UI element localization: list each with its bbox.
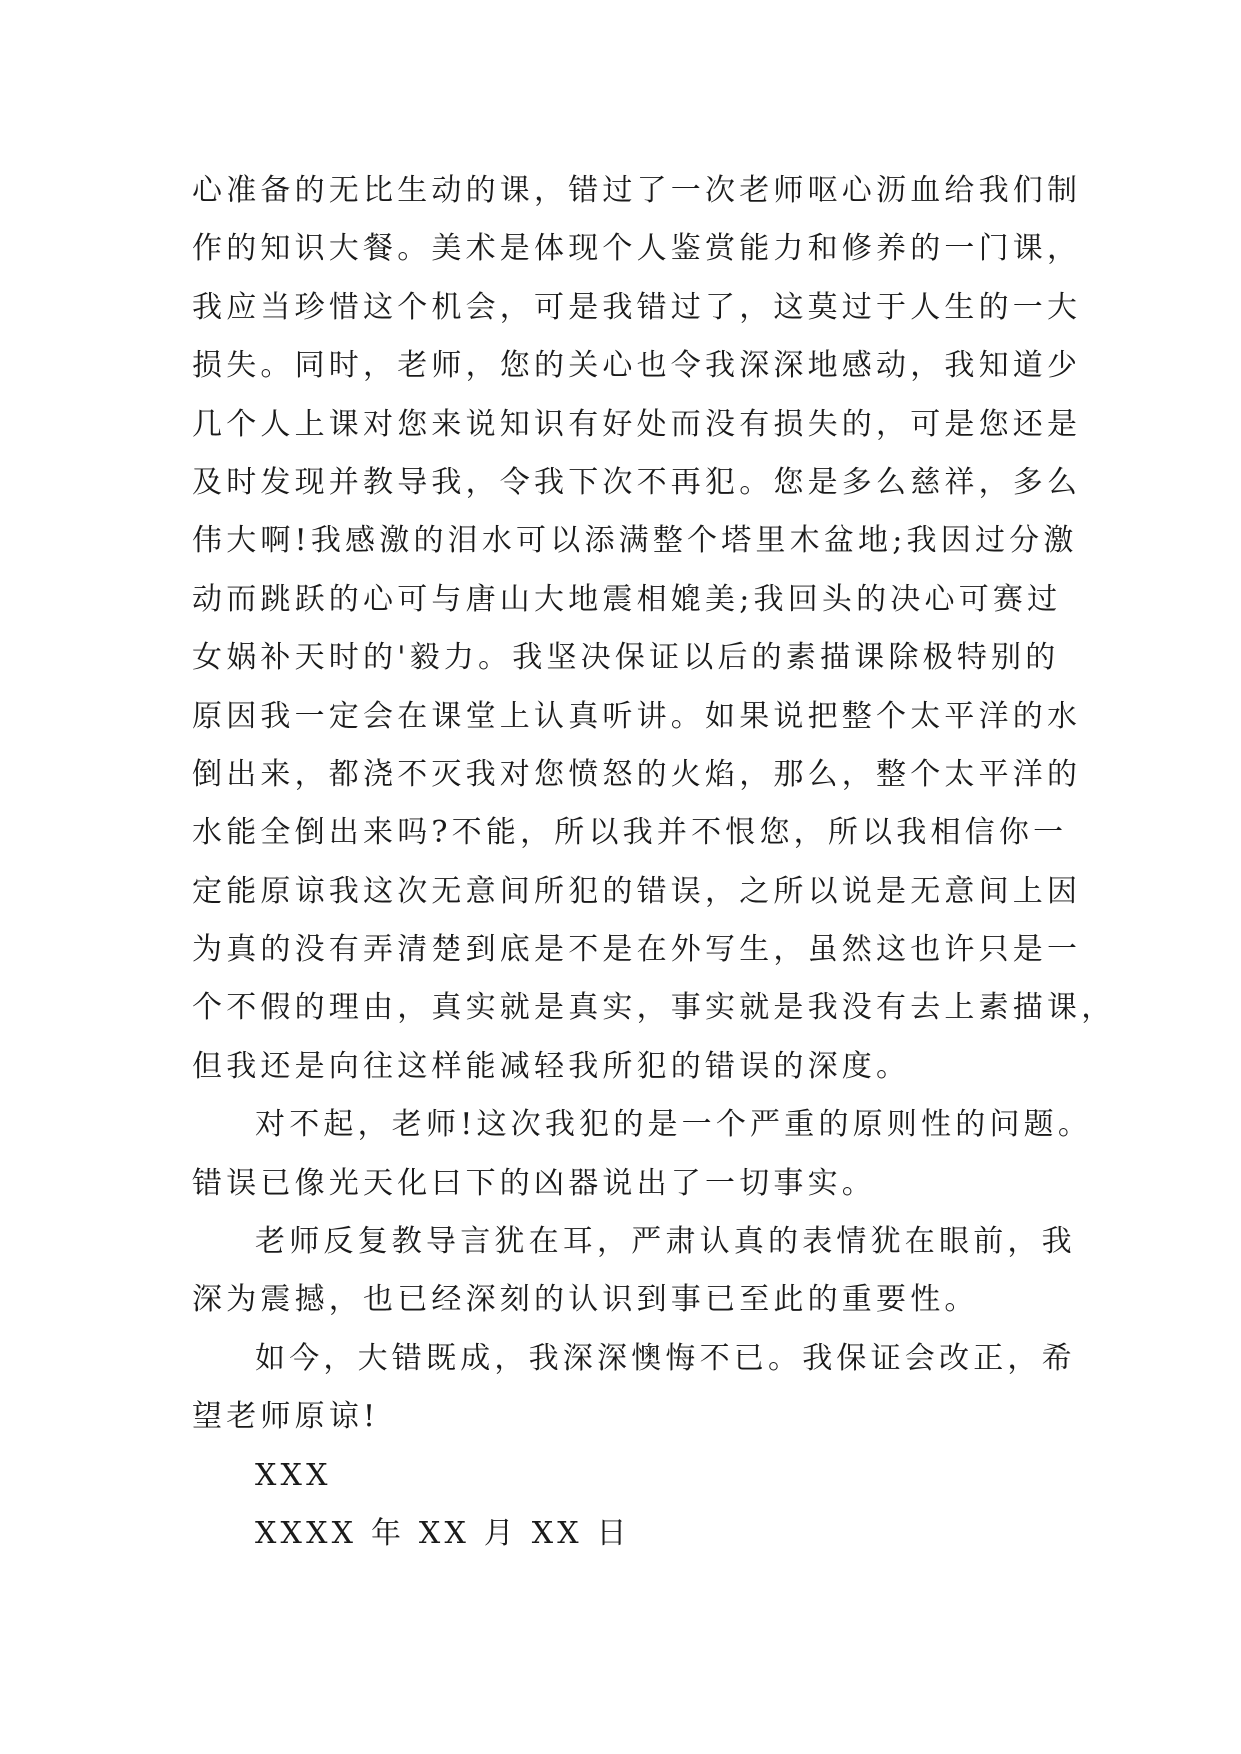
text-line: 作的知识大餐。美术是体现个人鉴赏能力和修养的一门课， [192, 231, 1082, 267]
text-line: 动而跳跃的心可与唐山大地震相媲美;我回头的决心可赛过 [192, 581, 1062, 617]
text-line: 损失。同时，老师，您的关心也令我深深地感动，我知道少 [192, 348, 1082, 384]
text-line: 望老师原谅! [192, 1399, 380, 1435]
text-line: 定能原谅我这次无意间所犯的错误，之所以说是无意间上因 [192, 873, 1082, 909]
paragraph-first-line: 如今，大错既成，我深深懊悔不已。我保证会改正，希 [255, 1340, 1076, 1376]
text-line: 几个人上课对您来说知识有好处而没有损失的，可是您还是 [192, 406, 1082, 442]
signature-date: XXXX 年 XX 月 XX 日 [255, 1515, 631, 1551]
text-line: 女娲补天时的'毅力。我坚决保证以后的素描课除极特别的 [192, 640, 1060, 676]
text-line: 及时发现并教导我，令我下次不再犯。您是多么慈祥，多么 [192, 464, 1082, 500]
text-line: 伟大啊!我感激的泪水可以添满整个塔里木盆地;我因过分激 [192, 523, 1078, 559]
text-line: 原因我一定会在课堂上认真听讲。如果说把整个太平洋的水 [192, 698, 1082, 734]
text-line: 为真的没有弄清楚到底是不是在外写生，虽然这也许只是一 [192, 932, 1082, 968]
signature-name: XXX [255, 1457, 332, 1493]
text-line: 心准备的无比生动的课，错过了一次老师呕心沥血给我们制 [192, 173, 1082, 208]
text-line: 个不假的理由，真实就是真实，事实就是我没有去上素描课， [192, 990, 1116, 1026]
text-line: 但我还是向往这样能减轻我所犯的错误的深度。 [192, 1048, 911, 1084]
paragraph-first-line: 对不起，老师!这次我犯的是一个严重的原则性的问题。 [255, 1107, 1093, 1143]
text-line: 错误已像光天化曰下的凶器说出了一切事实。 [192, 1165, 876, 1201]
text-line: 倒出来，都浇不灭我对您愤怒的火焰，那么，整个太平洋的 [192, 756, 1082, 792]
text-line: 我应当珍惜这个机会，可是我错过了，这莫过于人生的一大 [192, 289, 1082, 325]
letter-body [192, 162, 1116, 1563]
text-line: 深为震撼，也已经深刻的认识到事已至此的重要性。 [192, 1282, 979, 1318]
text-line: 水能全倒出来吗?不能，所以我并不恨您，所以我相信你一 [192, 815, 1068, 851]
paragraph-first-line: 老师反复教导言犹在耳，严肃认真的表情犹在眼前，我 [255, 1224, 1076, 1260]
